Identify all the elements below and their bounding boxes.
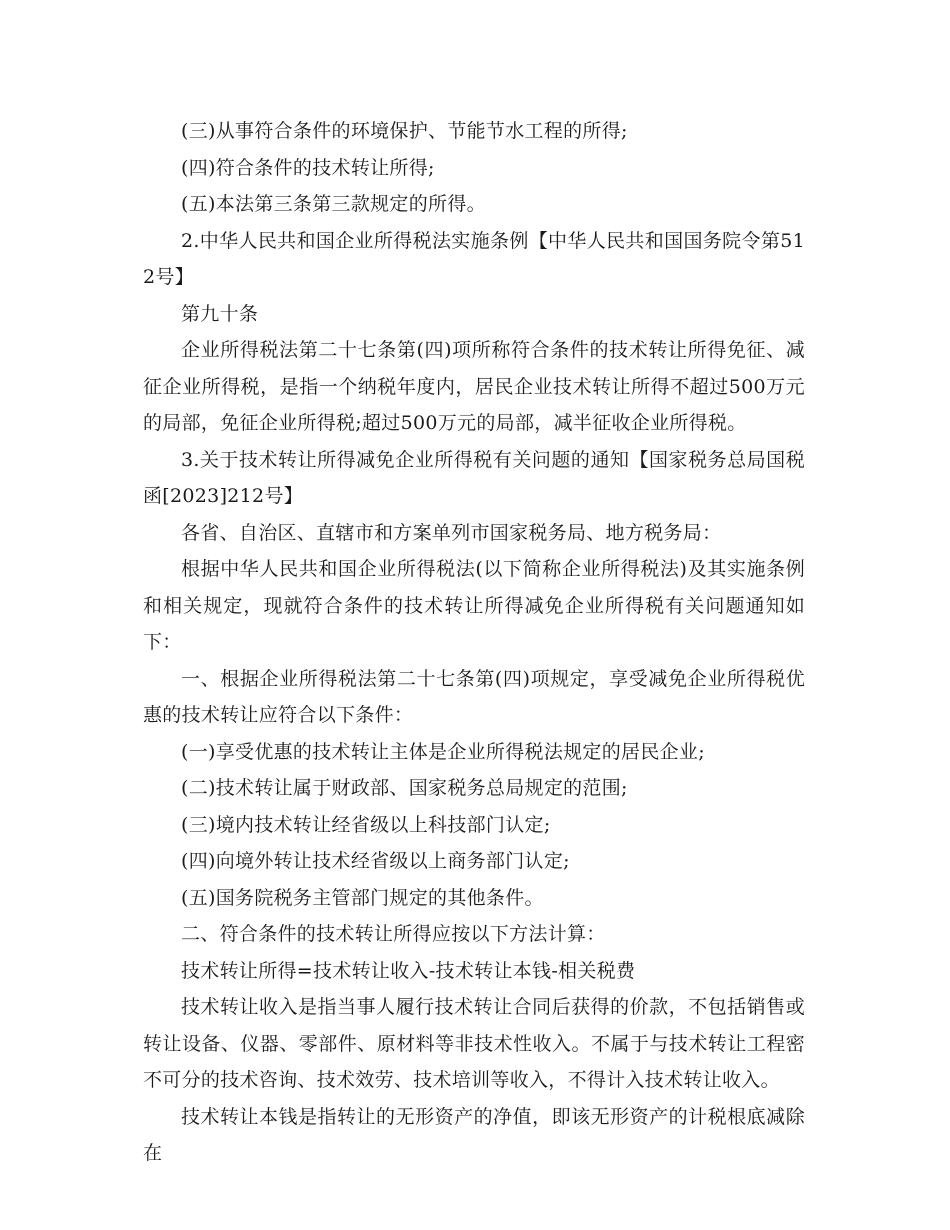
paragraph-3: (五)本法第三条第三款规定的所得。: [181, 193, 486, 215]
paragraph-7: 3.关于技术转让所得减免企业所得税有关问题的通知【国家税务总局国税函[2023]212号】: [143, 448, 805, 507]
paragraph-12: (二)技术转让属于财政部、国家税务总局规定的范围;: [181, 777, 628, 799]
document-page: [143, 113, 805, 1172]
paragraph-1: (三)从事符合条件的环境保护、节能节水工程的所得;: [181, 120, 628, 142]
paragraph-14: (四)向境外转让技术经省级以上商务部门认定;: [181, 850, 570, 872]
paragraph-11: (一)享受优惠的技术转让主体是企业所得税法规定的居民企业;: [181, 740, 705, 763]
paragraph-9: 根据中华人民共和国企业所得税法(以下简称企业所得税法)及其实施条例和相关规定，现就符合条件的技术转让所得减免企业所得税有关问题通知如下：: [143, 558, 805, 653]
paragraph-10: 一、根据企业所得税法第二十七条第(四)项规定，享受减免企业所得税优惠的技术转让应符合以下条件：: [143, 667, 805, 726]
paragraph-17: 技术转让所得=技术转让收入-技术转让本钱-相关税费: [181, 959, 636, 982]
paragraph-2: (四)符合条件的技术转让所得;: [181, 156, 435, 179]
paragraph-15: (五)国务院税务主管部门规定的其他条件。: [181, 886, 544, 909]
paragraph-13: (三)境内技术转让经省级以上科技部门认定;: [181, 813, 551, 836]
paragraph-8: 各省、自治区、直辖市和方案单列市国家税务局、地方税务局：: [181, 521, 722, 544]
paragraph-6: 企业所得税法第二十七条第(四)项所称符合条件的技术转让所得免征、减征企业所得税，是指一个纳税年度内，居民企业技术转让所得不超过500万元的局部，免征企业所得税;超过500万元的局部，减半征收企业所得税。: [143, 339, 805, 434]
paragraph-5: 第九十条: [181, 302, 259, 325]
paragraph-18: 技术转让收入是指当事人履行技术转让合同后获得的价款，不包括销售或转让设备、仪器、零部件、原材料等非技术性收入。不属于与技术转让工程密不可分的技术咨询、技术效劳、技术培训等收入，不得计入技术转让收入。: [143, 996, 805, 1091]
paragraph-4: 2.中华人民共和国企业所得税法实施条例【中华人民共和国国务院令第512号】: [143, 229, 805, 288]
paragraph-16: 二、符合条件的技术转让所得应按以下方法计算：: [181, 923, 606, 945]
paragraph-19: 技术转让本钱是指转让的无形资产的净值，即该无形资产的计税根底减除在: [143, 1105, 805, 1164]
